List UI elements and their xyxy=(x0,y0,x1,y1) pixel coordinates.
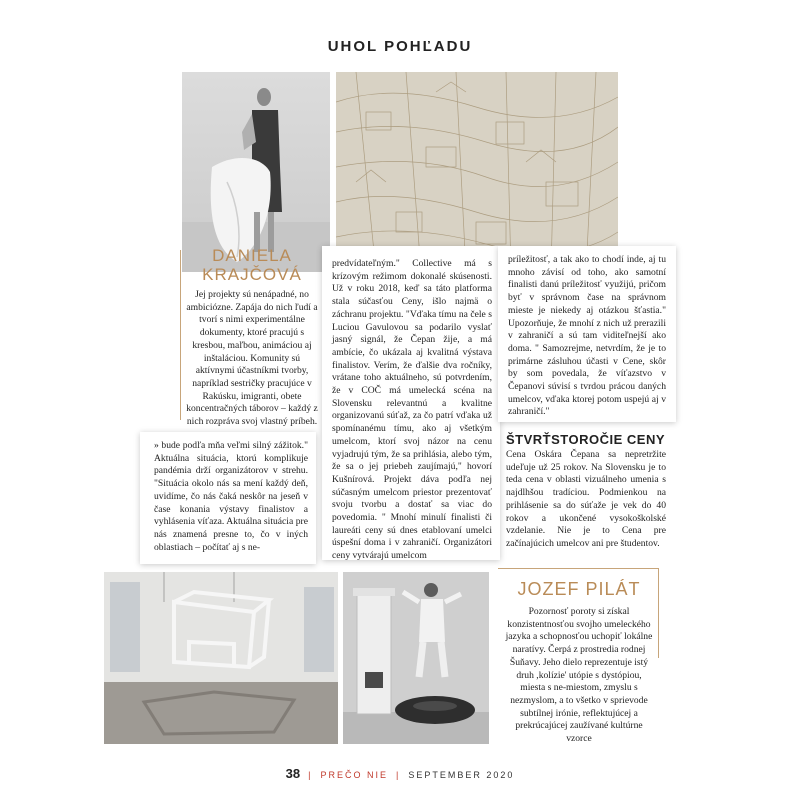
magazine-name: PREČO NIE xyxy=(320,770,388,780)
artist1-first-name: DANIELA xyxy=(212,246,292,265)
accent-line xyxy=(180,250,181,420)
section-title: UHOL POHĽADU xyxy=(327,38,473,55)
subsection-text: Cena Oskára Čepana sa nepretržite udeľuje už 25 rokov. Na Slovensku je to teda cena v oblasti vizuálneho umenia s najdlhšou tradíciou. Podmienkou na prihlásenie sa do súťaže je vek do 40 rokov a ukončené vysokoškolské vzdelanie. Nie je to Cena pre začínajúcich umelcov ani pre študentov. xyxy=(506,449,666,549)
article-col3-text: príležitosť, a tak ako to chodí inde, aj tu mnoho závisí od toho, ako samotní finalisti danú príležitosť využijú, pričom byť v správnom čase na správnom mieste je niekedy aj otázkou šťastia." Upozorňuje, že mnohí z nich už prerazili v zahraničí a sú tam viditeľnejší ako doma. " Samozrejme, netvrdím, že je to primárne zásluhou účasti v Cene, skôr by som povedala, že víťazstvo v Čepanovi súvisí s tvrdou prácou daných umelcov, vďaka ktorej potom uspejú aj v zahraničí." xyxy=(508,254,666,418)
artwork-drawing-photo xyxy=(336,72,618,272)
subsection xyxy=(506,432,666,551)
article-card-col3 xyxy=(498,246,676,422)
accent-line-right xyxy=(658,568,659,658)
article-col1-text: » bude podľa mňa veľmi silný zážitok." Aktuálna situácia, ktorú komplikuje pandémia drží organizátorov v strehu. "Situácia okolo nás sa mení každý deň, uvidíme, čo nás čaká neskôr na jeseň v čase konania výstavy finalistov a vyhlásenia víťaza. Aktuálna situácia pre nás znamená presne to, čo v iných oblastiach – počítať aj s ne- xyxy=(154,440,308,553)
sculpture-installation-photo xyxy=(104,572,338,744)
artist2-bio: Pozornosť poroty si získal konzistentnosťou svojho umeleckého jazyka a schopnosťou uchopiť lokálne naratívy. Čerpá z prostredia rodnej Šuňavy. Jeho dielo reprezentuje istý druh ,kolízie' utópie s dystópiou, miesta s ne-miestom, zmyslu s nezmyslom, a to všetko v sprievode subtílnej irónie, reflektujúcej a prekrúcajúcej zaužívané kultúrne vzorce xyxy=(505,606,653,745)
page-footer xyxy=(0,766,800,781)
subsection-title: ŠTVRŤSTOROČIE CENY xyxy=(506,432,666,447)
article-card-col2 xyxy=(322,246,500,560)
footer-divider: | xyxy=(395,770,401,780)
artist2-card xyxy=(504,578,654,746)
artist1-bio: Jej projekty sú nenápadné, no ambiciózne. Zapája do nich ľudí a tvorí s nimi experimentálne dokumenty, ktoré pracujú s kresbou, maľbou, animáciou aj inštaláciou. Komunity sú aktívnymi účastníkmi tvorby, napríklad sestričky pracujúce v Rakúsku, imigranti, obete koncentračných táborov – každý z nich rozpráva svoj vlastný príbeh. xyxy=(186,289,318,428)
article-col2-text: predvídateľným." Collective má s krízovým režimom dokonalé skúsenosti. Už v roku 2018, keď sa táto platforma stala súčasťou Ceny, išlo najmä o záchranu projektu. "Vďaka tímu na čele s Luciou Gavulovou sa podarilo vyslať jasný signál, že Čepan žije, a má ambície, čo ukázala aj kvalitná výstava finalistov. Verím, že ďalšie dva ročníky, vrátane toho aktuálneho, sú potvrdením, že v COČ má umelecká scéna na Slovensku relevantnú a kvalitne organizovanú súťaž, za čo patrí vďaka už spomínanému tímu, ako aj všetkým umelcom, ktorí svoj názor na cenu vyjadrujú tým, že sa prihlásia, alebo tým, že sa o jej priebeh zaujímajú," hovorí Kušnírová. Projekt dáva podľa nej súčasným umelcom priestor prezentovať svoju tvorbu a dostať sa viac do povedomia. " Mnohí minulí finalisti či laureáti ceny sú dnes etablovaní umelci úspešní doma i v zahraničí. Organizátori ceny vytvárajú umelcom xyxy=(332,258,492,562)
artist1-last-name: KRAJČOVÁ xyxy=(202,265,302,284)
page-number: 38 xyxy=(285,766,301,781)
artist2-name: JOZEF PILÁT xyxy=(517,579,641,599)
article-card-col1 xyxy=(140,432,316,564)
issue-date: SEPTEMBER 2020 xyxy=(408,770,515,780)
portrait-photo-pilat xyxy=(343,572,489,744)
portrait-photo-krajcova xyxy=(182,72,330,272)
footer-divider: | xyxy=(308,770,313,780)
accent-line-top xyxy=(498,568,658,569)
artist1-card xyxy=(186,246,318,429)
